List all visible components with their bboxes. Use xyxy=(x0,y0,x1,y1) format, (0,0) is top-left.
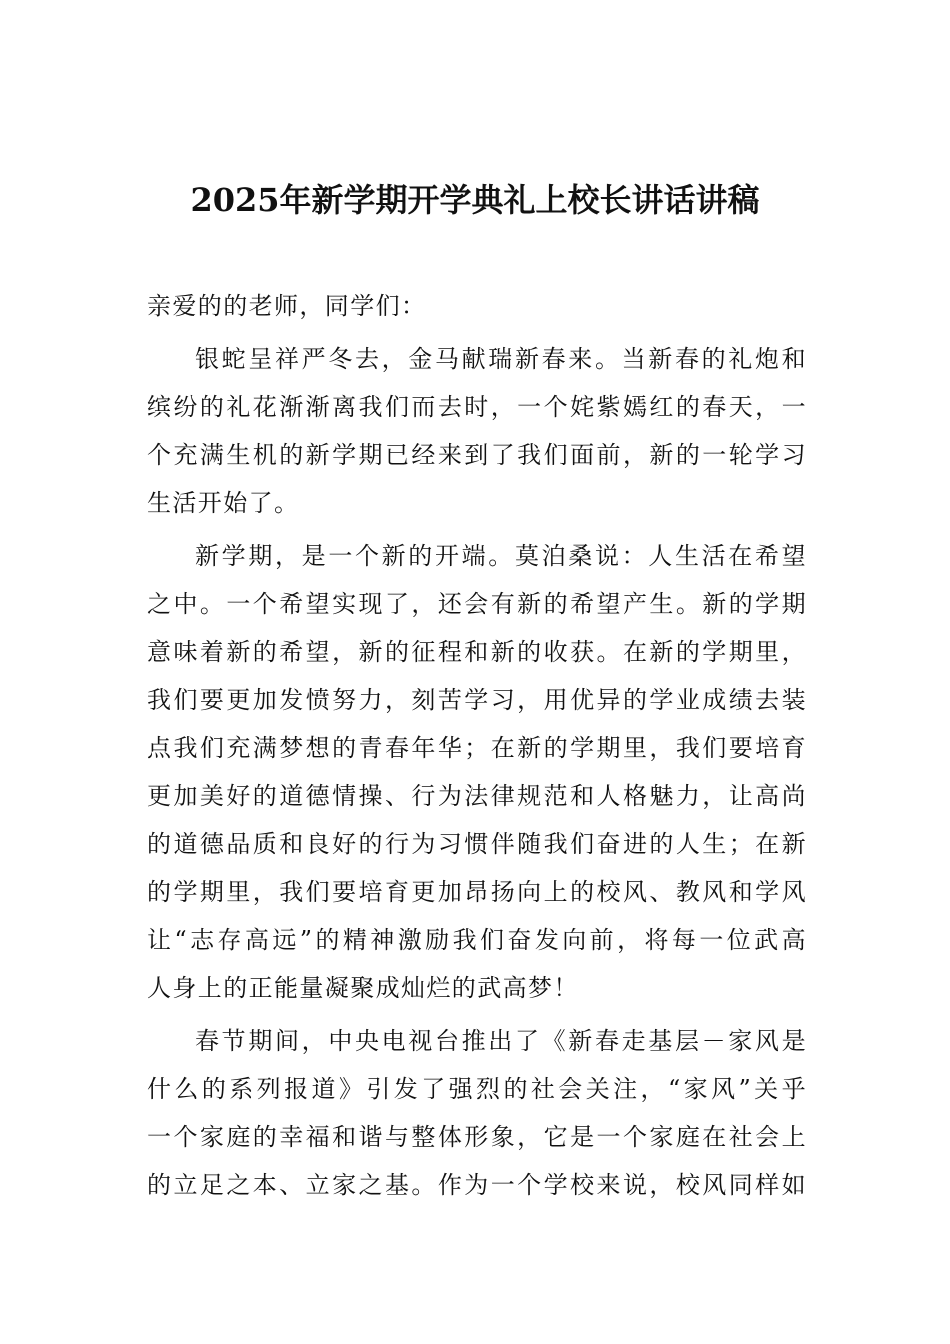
document-title: 2025年新学期开学典礼上校长讲话讲稿 xyxy=(190,181,760,219)
paragraph-line: 春节期间，中央电视台推出了《新春走基层－家风是 xyxy=(195,1027,807,1055)
paragraph-line: 让“志存高远”的精神激励我们奋发向前，将每一位武高 xyxy=(147,926,807,954)
paragraph-2 xyxy=(147,532,807,1012)
paragraph-line: 的道德品质和良好的行为习惯伴随我们奋进的人生；在新 xyxy=(147,830,807,858)
paragraph-line: 一个家庭的幸福和谐与整体形象，它是一个家庭在社会上 xyxy=(147,1123,807,1151)
paragraph-line: 之中。一个希望实现了，还会有新的希望产生。新的学期 xyxy=(147,590,807,618)
paragraph-line: 点我们充满梦想的青春年华；在新的学期里，我们要培育 xyxy=(147,734,807,762)
paragraph-3 xyxy=(147,1017,807,1209)
paragraph-line: 什么的系列报道》引发了强烈的社会关注，“家风”关乎 xyxy=(147,1075,807,1103)
document-body xyxy=(147,282,807,1214)
paragraph-line: 人身上的正能量凝聚成灿烂的武高梦！ xyxy=(147,974,579,1002)
paragraph-line: 的立足之本、立家之基。作为一个学校来说，校风同样如 xyxy=(147,1171,807,1199)
paragraph-line: 更加美好的道德情操、行为法律规范和人格魅力，让高尚 xyxy=(147,782,807,810)
paragraph-line: 银蛇呈祥严冬去，金马献瑞新春来。当新春的礼炮和 xyxy=(195,345,807,373)
salutation: 亲爱的的老师，同学们： xyxy=(147,292,427,320)
paragraph-line: 生活开始了。 xyxy=(147,489,300,517)
paragraph-line: 我们要更加发愤努力，刻苦学习，用优异的学业成绩去装 xyxy=(147,686,807,714)
paragraph-line: 意味着新的希望，新的征程和新的收获。在新的学期里， xyxy=(147,638,807,666)
paragraph-line: 缤纷的礼花渐渐离我们而去时，一个姹紫嫣红的春天，一 xyxy=(147,393,807,421)
paragraph-line: 的学期里，我们要培育更加昂扬向上的校风、教风和学风 xyxy=(147,878,807,906)
paragraph-1 xyxy=(147,335,807,527)
paragraph-line: 新学期，是一个新的开端。莫泊桑说：人生活在希望 xyxy=(195,542,807,570)
paragraph-line: 个充满生机的新学期已经来到了我们面前，新的一轮学习 xyxy=(147,441,807,469)
